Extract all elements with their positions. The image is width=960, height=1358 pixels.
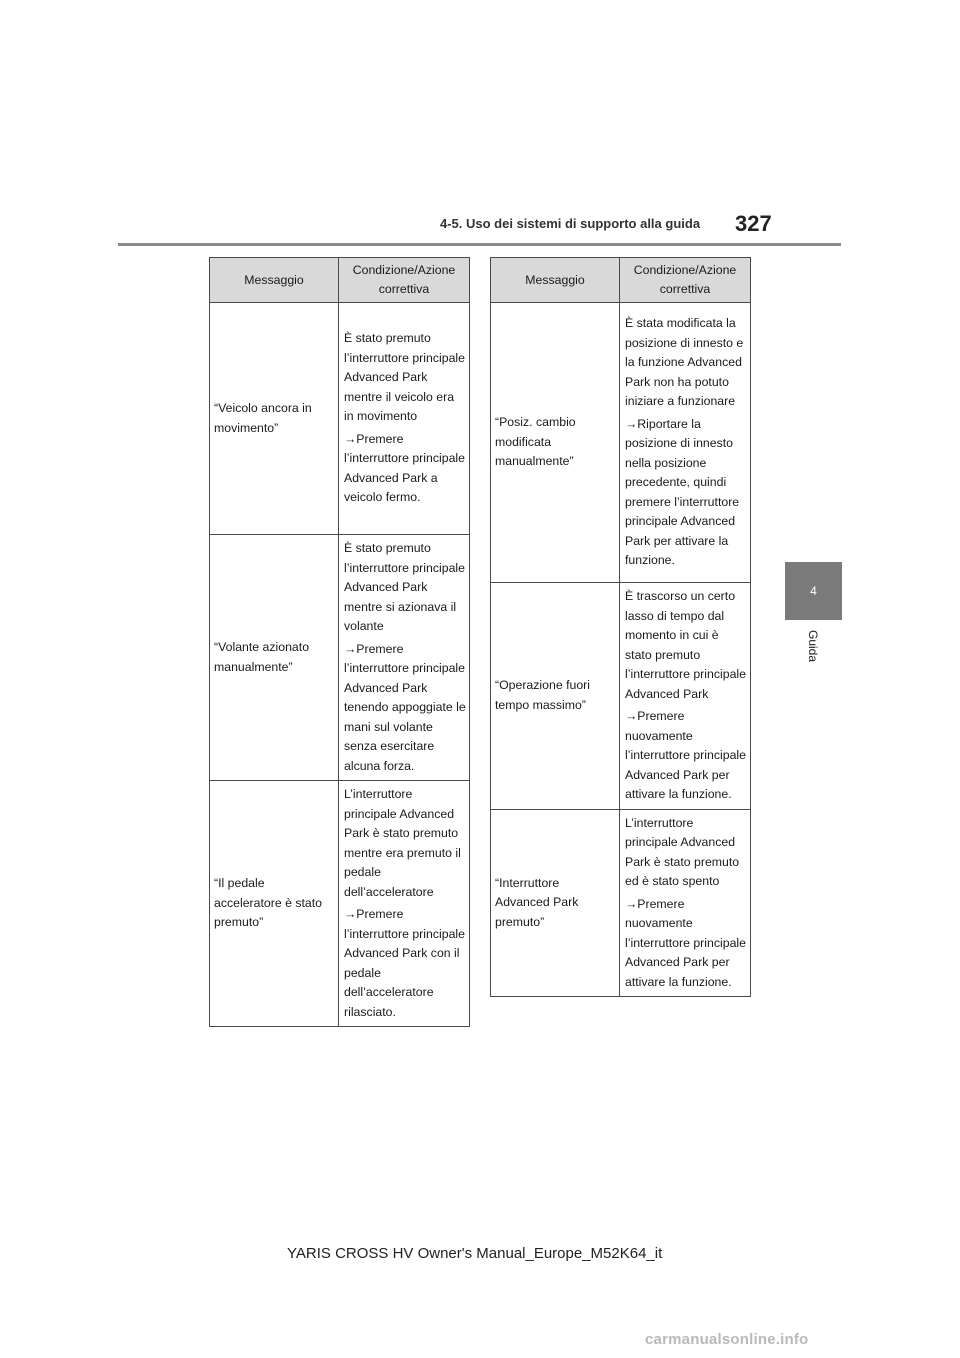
header-message: Messaggio — [210, 258, 339, 303]
message-text: “Volante azionato manualmente” — [214, 640, 310, 674]
table-header-row — [210, 258, 470, 303]
condition-cell — [620, 303, 751, 583]
condition-cell — [620, 583, 751, 810]
table-row — [210, 781, 470, 1027]
message-cell — [491, 583, 620, 810]
section-title: 4-5. Uso dei sistemi di supporto alla guida — [440, 216, 701, 231]
condition-text: L’interruttore principale Advanced Park è stato premuto mentre era premuto il pedale dell’acceleratore — [344, 787, 461, 899]
message-text: “Veicolo ancora in movimento” — [214, 401, 312, 435]
chapter-tab[interactable] — [785, 562, 842, 620]
table-row — [491, 583, 751, 810]
right-message-table — [490, 257, 751, 997]
action-text: →Premere nuovamente l’interruttore principale Advanced Park per attivare la funzione. — [625, 896, 746, 989]
message-text: “Il pedale acceleratore è stato premuto” — [214, 876, 323, 930]
message-cell — [491, 303, 620, 583]
message-cell — [210, 781, 339, 1027]
condition-cell — [339, 303, 470, 535]
page-number: 327 — [735, 211, 772, 236]
header-condition: Condizione/Azione correttiva — [339, 258, 470, 303]
action-text: →Premere l’interruttore principale Advanced Park tenendo appoggiate le mani sul volante senza esercitare alcuna forza. — [344, 641, 466, 773]
message-cell — [210, 535, 339, 781]
header-message: Messaggio — [491, 258, 620, 303]
message-text: “Operazione fuori tempo massimo” — [495, 678, 591, 712]
action-text: →Premere l’interruttore principale Advanced Park con il pedale dell’acceleratore rilasciato. — [344, 907, 465, 1019]
condition-text: È stata modificata la posizione di innesto e la funzione Advanced Park non ha potuto iniziare a funzionare — [625, 316, 744, 409]
header-divider — [118, 243, 841, 246]
table-row — [210, 303, 470, 535]
condition-text: L’interruttore principale Advanced Park è stato premuto ed è stato spento — [625, 815, 740, 888]
condition-text: È stato premuto l’interruttore principale Advanced Park mentre si azionava il volante — [344, 541, 465, 633]
condition-cell — [339, 781, 470, 1027]
condition-cell — [620, 809, 751, 997]
table-header-row — [491, 258, 751, 303]
left-message-table — [209, 257, 470, 1027]
message-text: “Interruttore Advanced Park premuto” — [495, 875, 579, 929]
message-cell — [210, 303, 339, 535]
footer-manual-id: YARIS CROSS HV Owner's Manual_Europe_M52K64_it — [287, 1245, 663, 1262]
action-text: →Premere l’interruttore principale Advanced Park a veicolo fermo. — [344, 431, 465, 505]
condition-text: È stato premuto l’interruttore principale Advanced Park mentre il veicolo era in movimento — [344, 331, 465, 424]
chapter-label: Guida — [806, 630, 820, 663]
table-row — [491, 303, 751, 583]
action-text: →Premere nuovamente l’interruttore principale Advanced Park per attivare la funzione. — [625, 709, 746, 801]
condition-cell — [339, 535, 470, 781]
chapter-number: 4 — [810, 584, 817, 598]
header-condition: Condizione/Azione correttiva — [620, 258, 751, 303]
message-cell — [491, 809, 620, 997]
table-row — [491, 809, 751, 997]
message-text: “Posiz. cambio modificata manualmente” — [495, 415, 576, 469]
watermark: carmanualsonline.info — [645, 1331, 809, 1348]
action-text: →Riportare la posizione di innesto nella posizione precedente, quindi premere l’interruttore principale Advanced Park per attivare la funzione. — [625, 416, 740, 568]
condition-text: È trascorso un certo lasso di tempo dal momento in cui è stato premuto l’interruttore principale Advanced Park — [625, 589, 746, 701]
table-row — [210, 535, 470, 781]
